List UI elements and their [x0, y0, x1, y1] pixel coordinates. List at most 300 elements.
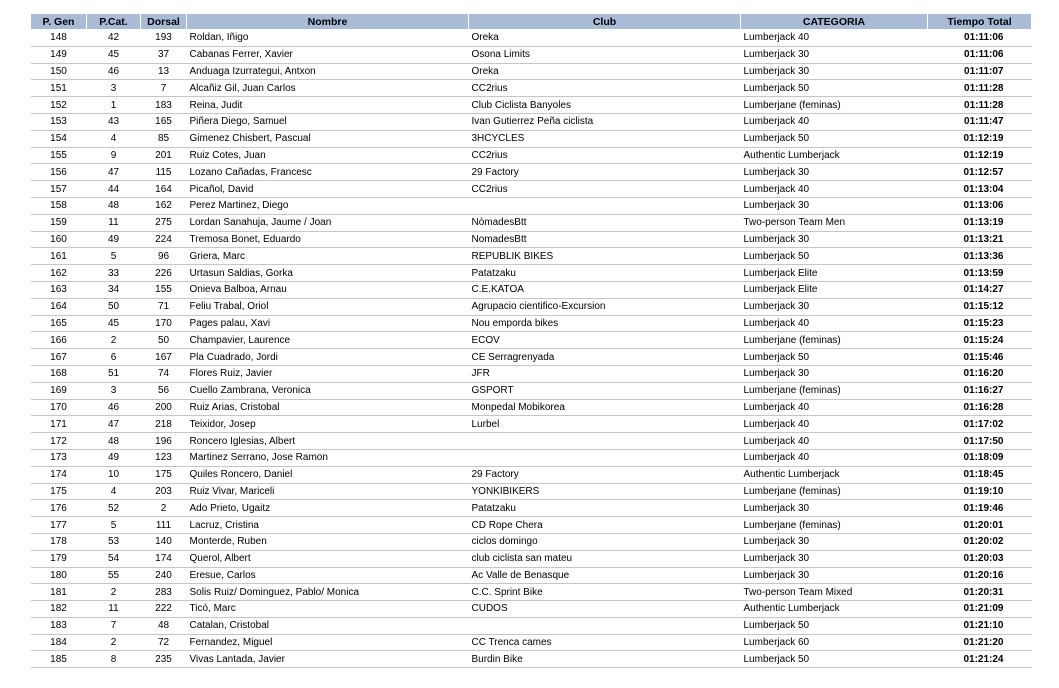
cell-tiempo-total: 01:15:23	[928, 315, 1032, 332]
cell-tiempo-total: 01:21:20	[928, 634, 1032, 651]
cell-p-cat: 9	[87, 147, 141, 164]
cell-dorsal: 200	[141, 399, 187, 416]
cell-p-cat: 11	[87, 601, 141, 618]
cell-tiempo-total: 01:12:19	[928, 147, 1032, 164]
cell-tiempo-total: 01:18:09	[928, 449, 1032, 466]
cell-p-gen: 183	[31, 617, 87, 634]
cell-p-gen: 162	[31, 265, 87, 282]
cell-categoria: Lumberjane (feminas)	[741, 332, 928, 349]
cell-tiempo-total: 01:20:03	[928, 550, 1032, 567]
table-row	[31, 483, 1032, 500]
cell-dorsal: 96	[141, 248, 187, 265]
table-row	[31, 584, 1032, 601]
cell-categoria: Lumberjane (feminas)	[741, 97, 928, 114]
cell-club: Monpedal Mobikorea	[469, 399, 741, 416]
cell-p-cat: 53	[87, 533, 141, 550]
cell-dorsal: 155	[141, 281, 187, 298]
cell-tiempo-total: 01:13:59	[928, 265, 1032, 282]
cell-categoria: Lumberjack 30	[741, 550, 928, 567]
results-table	[30, 13, 1032, 668]
cell-nombre: Teixidor, Josep	[187, 416, 469, 433]
cell-club	[469, 433, 741, 450]
cell-p-cat: 47	[87, 164, 141, 181]
cell-categoria: Two-person Team Mixed	[741, 584, 928, 601]
cell-p-cat: 3	[87, 80, 141, 97]
cell-nombre: Fernandez, Miguel	[187, 634, 469, 651]
cell-p-gen: 157	[31, 181, 87, 198]
cell-dorsal: 222	[141, 601, 187, 618]
cell-categoria: Lumberjack 40	[741, 181, 928, 198]
cell-categoria: Lumberjack 40	[741, 399, 928, 416]
header-nombre: Nombre	[187, 14, 469, 30]
cell-club: ECOV	[469, 332, 741, 349]
cell-club: Agrupacio cientifico-Excursion	[469, 298, 741, 315]
cell-p-cat: 33	[87, 265, 141, 282]
cell-dorsal: 283	[141, 584, 187, 601]
cell-tiempo-total: 01:20:31	[928, 584, 1032, 601]
cell-p-cat: 49	[87, 231, 141, 248]
cell-nombre: Quiles Roncero, Daniel	[187, 466, 469, 483]
table-row	[31, 416, 1032, 433]
cell-dorsal: 164	[141, 181, 187, 198]
cell-p-gen: 169	[31, 382, 87, 399]
cell-tiempo-total: 01:11:06	[928, 46, 1032, 63]
cell-p-cat: 43	[87, 113, 141, 130]
cell-tiempo-total: 01:15:12	[928, 298, 1032, 315]
cell-nombre: Gimenez Chisbert, Pascual	[187, 130, 469, 147]
cell-p-gen: 156	[31, 164, 87, 181]
header-club: Club	[469, 14, 741, 30]
cell-p-cat: 51	[87, 365, 141, 382]
cell-categoria: Authentic Lumberjack	[741, 601, 928, 618]
cell-categoria: Lumberjack 30	[741, 231, 928, 248]
cell-categoria: Lumberjack Elite	[741, 281, 928, 298]
cell-club: YONKIBIKERS	[469, 483, 741, 500]
cell-p-cat: 46	[87, 63, 141, 80]
cell-p-cat: 49	[87, 449, 141, 466]
cell-nombre: Reina, Judit	[187, 97, 469, 114]
cell-tiempo-total: 01:13:36	[928, 248, 1032, 265]
cell-categoria: Lumberjane (feminas)	[741, 517, 928, 534]
cell-p-cat: 7	[87, 617, 141, 634]
cell-p-cat: 47	[87, 416, 141, 433]
cell-club: Club Ciclista Banyoles	[469, 97, 741, 114]
cell-dorsal: 162	[141, 197, 187, 214]
table-row	[31, 181, 1032, 198]
cell-tiempo-total: 01:11:28	[928, 80, 1032, 97]
cell-categoria: Lumberjack 30	[741, 63, 928, 80]
cell-tiempo-total: 01:20:01	[928, 517, 1032, 534]
cell-dorsal: 183	[141, 97, 187, 114]
cell-dorsal: 203	[141, 483, 187, 500]
cell-club: Osona Limits	[469, 46, 741, 63]
table-row	[31, 517, 1032, 534]
cell-p-gen: 175	[31, 483, 87, 500]
table-row	[31, 382, 1032, 399]
cell-categoria: Lumberjack 50	[741, 248, 928, 265]
table-row	[31, 164, 1032, 181]
cell-tiempo-total: 01:13:04	[928, 181, 1032, 198]
cell-p-cat: 2	[87, 584, 141, 601]
cell-tiempo-total: 01:16:20	[928, 365, 1032, 382]
cell-tiempo-total: 01:20:16	[928, 567, 1032, 584]
cell-club: Oreka	[469, 30, 741, 47]
cell-p-gen: 149	[31, 46, 87, 63]
cell-p-gen: 172	[31, 433, 87, 450]
table-row	[31, 80, 1032, 97]
cell-p-gen: 184	[31, 634, 87, 651]
cell-p-gen: 153	[31, 113, 87, 130]
cell-tiempo-total: 01:12:57	[928, 164, 1032, 181]
cell-nombre: Pages palau, Xavi	[187, 315, 469, 332]
cell-club: GSPORT	[469, 382, 741, 399]
table-row	[31, 46, 1032, 63]
cell-dorsal: 74	[141, 365, 187, 382]
table-row	[31, 281, 1032, 298]
cell-nombre: Feliu Trabal, Oriol	[187, 298, 469, 315]
cell-dorsal: 115	[141, 164, 187, 181]
cell-tiempo-total: 01:12:19	[928, 130, 1032, 147]
cell-tiempo-total: 01:11:06	[928, 30, 1032, 47]
table-row	[31, 147, 1032, 164]
cell-nombre: Tremosa Bonet, Eduardo	[187, 231, 469, 248]
cell-categoria: Lumberjack 30	[741, 197, 928, 214]
cell-tiempo-total: 01:14:27	[928, 281, 1032, 298]
table-row	[31, 433, 1032, 450]
cell-tiempo-total: 01:11:07	[928, 63, 1032, 80]
cell-nombre: Roncero Iglesias, Albert	[187, 433, 469, 450]
cell-club: JFR	[469, 365, 741, 382]
cell-dorsal: 224	[141, 231, 187, 248]
cell-dorsal: 218	[141, 416, 187, 433]
cell-p-gen: 171	[31, 416, 87, 433]
cell-p-gen: 176	[31, 500, 87, 517]
cell-dorsal: 71	[141, 298, 187, 315]
cell-nombre: Vivas Lantada, Javier	[187, 651, 469, 668]
table-row	[31, 214, 1032, 231]
cell-categoria: Lumberjack 40	[741, 113, 928, 130]
table-row	[31, 63, 1032, 80]
cell-p-gen: 170	[31, 399, 87, 416]
cell-nombre: Cabanas Ferrer, Xavier	[187, 46, 469, 63]
cell-dorsal: 165	[141, 113, 187, 130]
cell-categoria: Lumberjack 30	[741, 365, 928, 382]
cell-nombre: Cuello Zambrana, Veronica	[187, 382, 469, 399]
cell-p-cat: 45	[87, 46, 141, 63]
cell-categoria: Lumberjack 30	[741, 567, 928, 584]
cell-club: Ivan Gutierrez Peña ciclista	[469, 113, 741, 130]
cell-categoria: Lumberjane (feminas)	[741, 382, 928, 399]
cell-p-gen: 174	[31, 466, 87, 483]
cell-categoria: Lumberjack 50	[741, 130, 928, 147]
cell-categoria: Lumberjack 40	[741, 416, 928, 433]
cell-p-gen: 155	[31, 147, 87, 164]
cell-p-gen: 154	[31, 130, 87, 147]
cell-dorsal: 56	[141, 382, 187, 399]
cell-tiempo-total: 01:19:10	[928, 483, 1032, 500]
cell-p-cat: 5	[87, 248, 141, 265]
cell-p-gen: 177	[31, 517, 87, 534]
cell-tiempo-total: 01:19:46	[928, 500, 1032, 517]
cell-categoria: Authentic Lumberjack	[741, 466, 928, 483]
cell-club: CUDOS	[469, 601, 741, 618]
cell-p-gen: 152	[31, 97, 87, 114]
cell-p-gen: 151	[31, 80, 87, 97]
table-row	[31, 197, 1032, 214]
cell-categoria: Lumberjack 40	[741, 449, 928, 466]
cell-categoria: Lumberjack 30	[741, 46, 928, 63]
cell-dorsal: 85	[141, 130, 187, 147]
cell-tiempo-total: 01:11:47	[928, 113, 1032, 130]
table-row	[31, 601, 1032, 618]
cell-nombre: Piñera Diego, Samuel	[187, 113, 469, 130]
cell-nombre: Ruiz Vivar, Mariceli	[187, 483, 469, 500]
table-row	[31, 315, 1032, 332]
cell-dorsal: 37	[141, 46, 187, 63]
cell-nombre: Martinez Serrano, Jose Ramon	[187, 449, 469, 466]
cell-club: Burdin Bike	[469, 651, 741, 668]
cell-p-cat: 42	[87, 30, 141, 47]
table-row	[31, 298, 1032, 315]
cell-p-cat: 5	[87, 517, 141, 534]
cell-p-gen: 163	[31, 281, 87, 298]
cell-categoria: Two-person Team Men	[741, 214, 928, 231]
cell-club: Lurbel	[469, 416, 741, 433]
table-row	[31, 365, 1032, 382]
cell-p-gen: 161	[31, 248, 87, 265]
cell-tiempo-total: 01:11:28	[928, 97, 1032, 114]
cell-nombre: Champavier, Laurence	[187, 332, 469, 349]
cell-tiempo-total: 01:13:21	[928, 231, 1032, 248]
cell-club: 3HCYCLES	[469, 130, 741, 147]
cell-p-gen: 148	[31, 30, 87, 47]
cell-p-cat: 8	[87, 651, 141, 668]
cell-club: ciclos domingo	[469, 533, 741, 550]
cell-p-gen: 167	[31, 349, 87, 366]
table-row	[31, 265, 1032, 282]
cell-p-cat: 46	[87, 399, 141, 416]
header-dorsal: Dorsal	[141, 14, 187, 30]
cell-p-cat: 48	[87, 197, 141, 214]
cell-club: Patatzaku	[469, 265, 741, 282]
cell-categoria: Lumberjack 40	[741, 30, 928, 47]
cell-categoria: Lumberjack 50	[741, 617, 928, 634]
cell-p-cat: 4	[87, 483, 141, 500]
header-p-cat: P.Cat.	[87, 14, 141, 30]
table-row	[31, 231, 1032, 248]
cell-club: Patatzaku	[469, 500, 741, 517]
table-row	[31, 634, 1032, 651]
cell-dorsal: 140	[141, 533, 187, 550]
cell-tiempo-total: 01:17:50	[928, 433, 1032, 450]
cell-dorsal: 48	[141, 617, 187, 634]
cell-dorsal: 7	[141, 80, 187, 97]
cell-club: CC Trenca cames	[469, 634, 741, 651]
cell-categoria: Lumberjane (feminas)	[741, 483, 928, 500]
header-p-gen: P. Gen	[31, 14, 87, 30]
cell-club: CE Serragrenyada	[469, 349, 741, 366]
table-row	[31, 550, 1032, 567]
cell-dorsal: 175	[141, 466, 187, 483]
cell-dorsal: 240	[141, 567, 187, 584]
table-row	[31, 567, 1032, 584]
cell-nombre: Anduaga Izurrategui, Antxon	[187, 63, 469, 80]
cell-dorsal: 275	[141, 214, 187, 231]
cell-club: club ciclista san mateu	[469, 550, 741, 567]
cell-nombre: Eresue, Carlos	[187, 567, 469, 584]
cell-nombre: Alcañiz Gil, Juan Carlos	[187, 80, 469, 97]
header-tiempo-total: Tiempo Total	[928, 14, 1032, 30]
cell-p-cat: 10	[87, 466, 141, 483]
table-row	[31, 500, 1032, 517]
cell-dorsal: 193	[141, 30, 187, 47]
cell-nombre: Flores Ruiz, Javier	[187, 365, 469, 382]
table-row	[31, 113, 1032, 130]
cell-club: Ac Valle de Benasque	[469, 567, 741, 584]
table-row	[31, 97, 1032, 114]
cell-tiempo-total: 01:20:02	[928, 533, 1032, 550]
cell-nombre: Lozano Cañadas, Francesc	[187, 164, 469, 181]
cell-nombre: Lordan Sanahuja, Jaume / Joan	[187, 214, 469, 231]
cell-p-gen: 158	[31, 197, 87, 214]
cell-dorsal: 196	[141, 433, 187, 450]
cell-categoria: Lumberjack 60	[741, 634, 928, 651]
cell-categoria: Lumberjack Elite	[741, 265, 928, 282]
cell-p-cat: 3	[87, 382, 141, 399]
cell-dorsal: 167	[141, 349, 187, 366]
table-row	[31, 617, 1032, 634]
cell-dorsal: 201	[141, 147, 187, 164]
cell-nombre: Querol, Albert	[187, 550, 469, 567]
cell-p-cat: 45	[87, 315, 141, 332]
cell-tiempo-total: 01:18:45	[928, 466, 1032, 483]
cell-nombre: Picañol, David	[187, 181, 469, 198]
cell-dorsal: 72	[141, 634, 187, 651]
cell-nombre: Roldan, Iñigo	[187, 30, 469, 47]
cell-p-cat: 55	[87, 567, 141, 584]
cell-nombre: Onieva Balboa, Arnau	[187, 281, 469, 298]
cell-club: CD Rope Chera	[469, 517, 741, 534]
cell-nombre: Catalan, Cristobal	[187, 617, 469, 634]
cell-tiempo-total: 01:17:02	[928, 416, 1032, 433]
table-row	[31, 332, 1032, 349]
cell-p-cat: 52	[87, 500, 141, 517]
cell-p-cat: 6	[87, 349, 141, 366]
cell-club: CC2rius	[469, 147, 741, 164]
cell-club: CC2rius	[469, 80, 741, 97]
cell-club: NomadesBtt	[469, 231, 741, 248]
cell-dorsal: 2	[141, 500, 187, 517]
cell-dorsal: 170	[141, 315, 187, 332]
header-row	[31, 14, 1032, 30]
cell-nombre: Ruiz Cotes, Juan	[187, 147, 469, 164]
cell-nombre: Ruiz Arias, Cristobal	[187, 399, 469, 416]
cell-club: Oreka	[469, 63, 741, 80]
cell-p-cat: 1	[87, 97, 141, 114]
cell-club: C.E.KATOA	[469, 281, 741, 298]
cell-p-cat: 34	[87, 281, 141, 298]
table-row	[31, 466, 1032, 483]
cell-dorsal: 235	[141, 651, 187, 668]
cell-club	[469, 197, 741, 214]
cell-p-gen: 178	[31, 533, 87, 550]
cell-club: Nou emporda bikes	[469, 315, 741, 332]
cell-nombre: Monterde, Ruben	[187, 533, 469, 550]
cell-club: 29 Factory	[469, 466, 741, 483]
cell-p-gen: 168	[31, 365, 87, 382]
cell-nombre: Perez Martinez, Diego	[187, 197, 469, 214]
cell-p-cat: 2	[87, 634, 141, 651]
cell-tiempo-total: 01:13:19	[928, 214, 1032, 231]
cell-p-cat: 44	[87, 181, 141, 198]
cell-tiempo-total: 01:15:24	[928, 332, 1032, 349]
cell-nombre: Solis Ruiz/ Dominguez, Pablo/ Monica	[187, 584, 469, 601]
cell-dorsal: 50	[141, 332, 187, 349]
cell-p-gen: 160	[31, 231, 87, 248]
cell-tiempo-total: 01:21:09	[928, 601, 1032, 618]
cell-categoria: Lumberjack 40	[741, 433, 928, 450]
table-row	[31, 30, 1032, 47]
cell-tiempo-total: 01:16:27	[928, 382, 1032, 399]
cell-club: C.C. Sprint Bike	[469, 584, 741, 601]
cell-club: 29 Factory	[469, 164, 741, 181]
cell-p-gen: 150	[31, 63, 87, 80]
cell-p-cat: 48	[87, 433, 141, 450]
table-row	[31, 349, 1032, 366]
cell-categoria: Lumberjack 40	[741, 315, 928, 332]
table-row	[31, 651, 1032, 668]
table-row	[31, 399, 1032, 416]
cell-p-cat: 54	[87, 550, 141, 567]
cell-p-gen: 173	[31, 449, 87, 466]
cell-tiempo-total: 01:21:10	[928, 617, 1032, 634]
cell-p-cat: 2	[87, 332, 141, 349]
cell-dorsal: 123	[141, 449, 187, 466]
cell-nombre: Ado Prieto, Ugaitz	[187, 500, 469, 517]
cell-club: CC2rius	[469, 181, 741, 198]
cell-tiempo-total: 01:15:46	[928, 349, 1032, 366]
cell-categoria: Lumberjack 30	[741, 533, 928, 550]
cell-p-cat: 4	[87, 130, 141, 147]
cell-club	[469, 449, 741, 466]
cell-p-gen: 166	[31, 332, 87, 349]
cell-categoria: Authentic Lumberjack	[741, 147, 928, 164]
cell-categoria: Lumberjack 50	[741, 80, 928, 97]
cell-categoria: Lumberjack 30	[741, 164, 928, 181]
cell-p-cat: 50	[87, 298, 141, 315]
cell-nombre: Lacruz, Cristina	[187, 517, 469, 534]
cell-tiempo-total: 01:13:06	[928, 197, 1032, 214]
cell-p-gen: 159	[31, 214, 87, 231]
cell-categoria: Lumberjack 50	[741, 651, 928, 668]
cell-nombre: Urtasun Saldias, Gorka	[187, 265, 469, 282]
cell-dorsal: 111	[141, 517, 187, 534]
cell-p-gen: 164	[31, 298, 87, 315]
cell-p-gen: 182	[31, 601, 87, 618]
cell-dorsal: 13	[141, 63, 187, 80]
cell-nombre: Pla Cuadrado, Jordi	[187, 349, 469, 366]
header-categoria: CATEGORIA	[741, 14, 928, 30]
cell-p-gen: 180	[31, 567, 87, 584]
cell-categoria: Lumberjack 50	[741, 349, 928, 366]
cell-categoria: Lumberjack 30	[741, 298, 928, 315]
cell-club: REPUBLIK BIKES	[469, 248, 741, 265]
cell-categoria: Lumberjack 30	[741, 500, 928, 517]
table-row	[31, 449, 1032, 466]
table-row	[31, 533, 1032, 550]
cell-p-gen: 185	[31, 651, 87, 668]
cell-nombre: Griera, Marc	[187, 248, 469, 265]
